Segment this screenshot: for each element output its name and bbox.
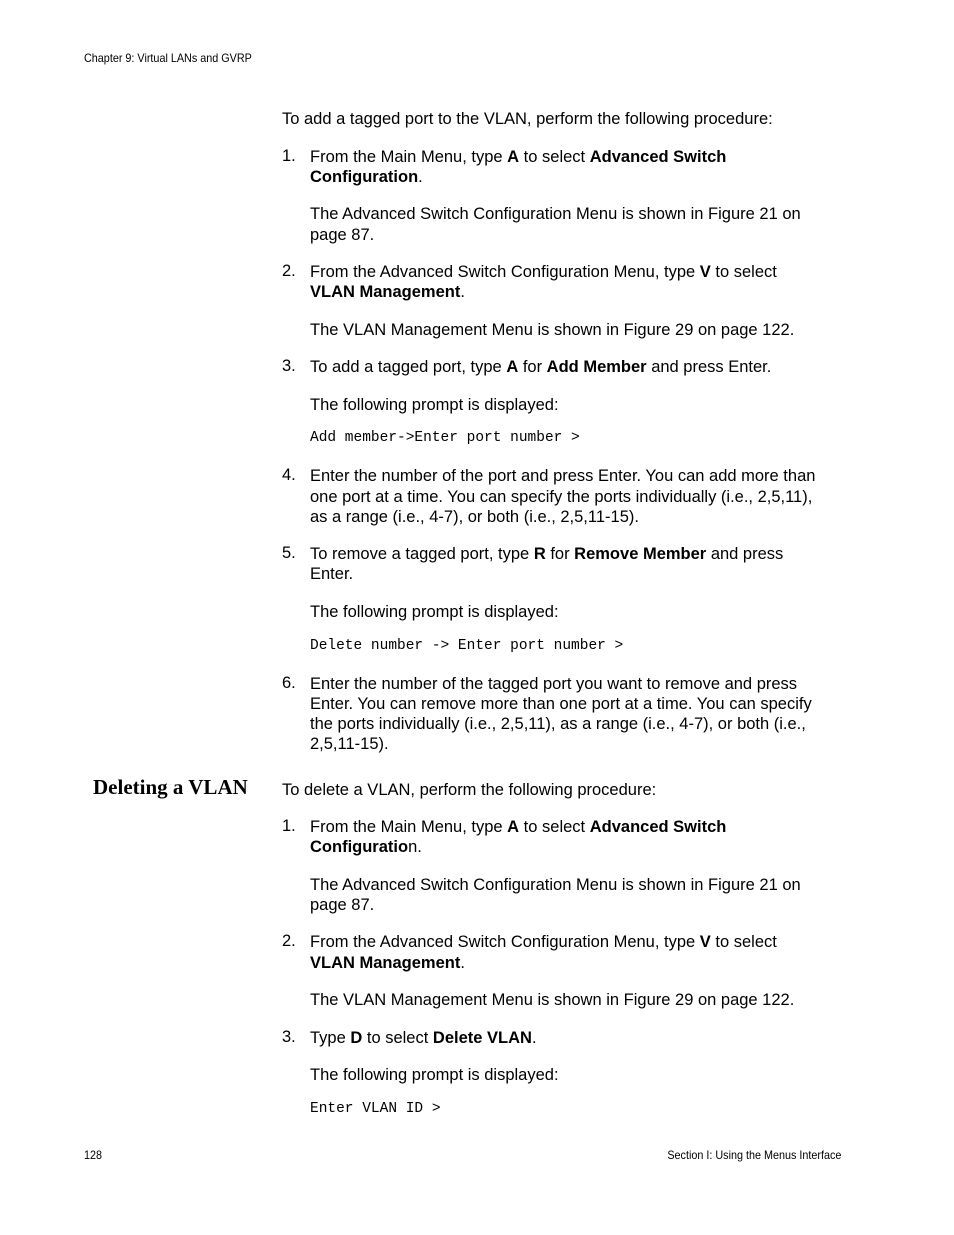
code-prompt: Delete number -> Enter port number > bbox=[310, 638, 624, 654]
step-text-line: Configuration. bbox=[310, 838, 422, 856]
step-text-line: VLAN Management. bbox=[310, 954, 465, 972]
step-text-line: VLAN Management. bbox=[310, 283, 465, 301]
step-text-line: one port at a time. You can specify the ports individually (i.e., 2,5,11), bbox=[310, 488, 813, 506]
code-prompt: Add member->Enter port number > bbox=[310, 430, 580, 446]
running-header: Chapter 9: Virtual LANs and GVRP bbox=[84, 51, 252, 65]
step-number: 3. bbox=[282, 1028, 296, 1046]
step-note: The Advanced Switch Configuration Menu is shown in Figure 21 on bbox=[310, 205, 801, 223]
step-number: 5. bbox=[282, 544, 296, 562]
step-number: 1. bbox=[282, 817, 296, 835]
step-text-line: Enter. bbox=[310, 565, 354, 583]
step-note: The following prompt is displayed: bbox=[310, 603, 559, 621]
step-note: page 87. bbox=[310, 896, 375, 914]
step-text-line: To add a tagged port, type A for Add Member and press Enter. bbox=[310, 358, 772, 376]
step-text-line: From the Advanced Switch Configuration Menu, type V to select bbox=[310, 933, 777, 951]
step-note: page 87. bbox=[310, 226, 375, 244]
step-text-line: From the Main Menu, type A to select Advanced Switch bbox=[310, 818, 727, 836]
step-number: 4. bbox=[282, 466, 296, 484]
page-number: 128 bbox=[84, 1148, 103, 1162]
step-text-line: To remove a tagged port, type R for Remove Member and press bbox=[310, 545, 784, 563]
step-text-line: Enter the number of the port and press Enter. You can add more than bbox=[310, 467, 816, 485]
code-prompt: Enter VLAN ID > bbox=[310, 1101, 441, 1117]
step-text-line: Enter. You can remove more than one port at a time. You can specify bbox=[310, 695, 812, 713]
step-number: 2. bbox=[282, 262, 296, 280]
step-text-line: 2,5,11-15). bbox=[310, 735, 389, 753]
step-note: The following prompt is displayed: bbox=[310, 396, 559, 414]
running-footer: Section I: Using the Menus Interface bbox=[666, 1148, 841, 1162]
step-text-line: From the Main Menu, type A to select Advanced Switch bbox=[310, 148, 727, 166]
step-note: The VLAN Management Menu is shown in Figure 29 on page 122. bbox=[310, 321, 795, 339]
step-text-line: Configuration. bbox=[310, 168, 423, 186]
step-number: 6. bbox=[282, 674, 296, 692]
section-heading: Deleting a VLAN bbox=[93, 775, 248, 799]
step-text-line: Type D to select Delete VLAN. bbox=[310, 1029, 537, 1047]
step-text-line: as a range (i.e., 4-7), or both (i.e., 2,5,11-15). bbox=[310, 508, 639, 526]
add-tagged-intro: To add a tagged port to the VLAN, perform the following procedure: bbox=[282, 110, 773, 128]
step-text-line: Enter the number of the tagged port you want to remove and press bbox=[310, 675, 798, 693]
step-note: The VLAN Management Menu is shown in Figure 29 on page 122. bbox=[310, 991, 795, 1009]
step-number: 1. bbox=[282, 147, 296, 165]
step-number: 2. bbox=[282, 932, 296, 950]
step-text-line: From the Advanced Switch Configuration Menu, type V to select bbox=[310, 263, 777, 281]
step-text-line: the ports individually (i.e., 2,5,11), as a range (i.e., 4-7), or both (i.e., bbox=[310, 715, 806, 733]
step-note: The Advanced Switch Configuration Menu is shown in Figure 21 on bbox=[310, 876, 801, 894]
step-note: The following prompt is displayed: bbox=[310, 1066, 559, 1084]
step-number: 3. bbox=[282, 357, 296, 375]
deleting-intro: To delete a VLAN, perform the following procedure: bbox=[282, 781, 657, 799]
